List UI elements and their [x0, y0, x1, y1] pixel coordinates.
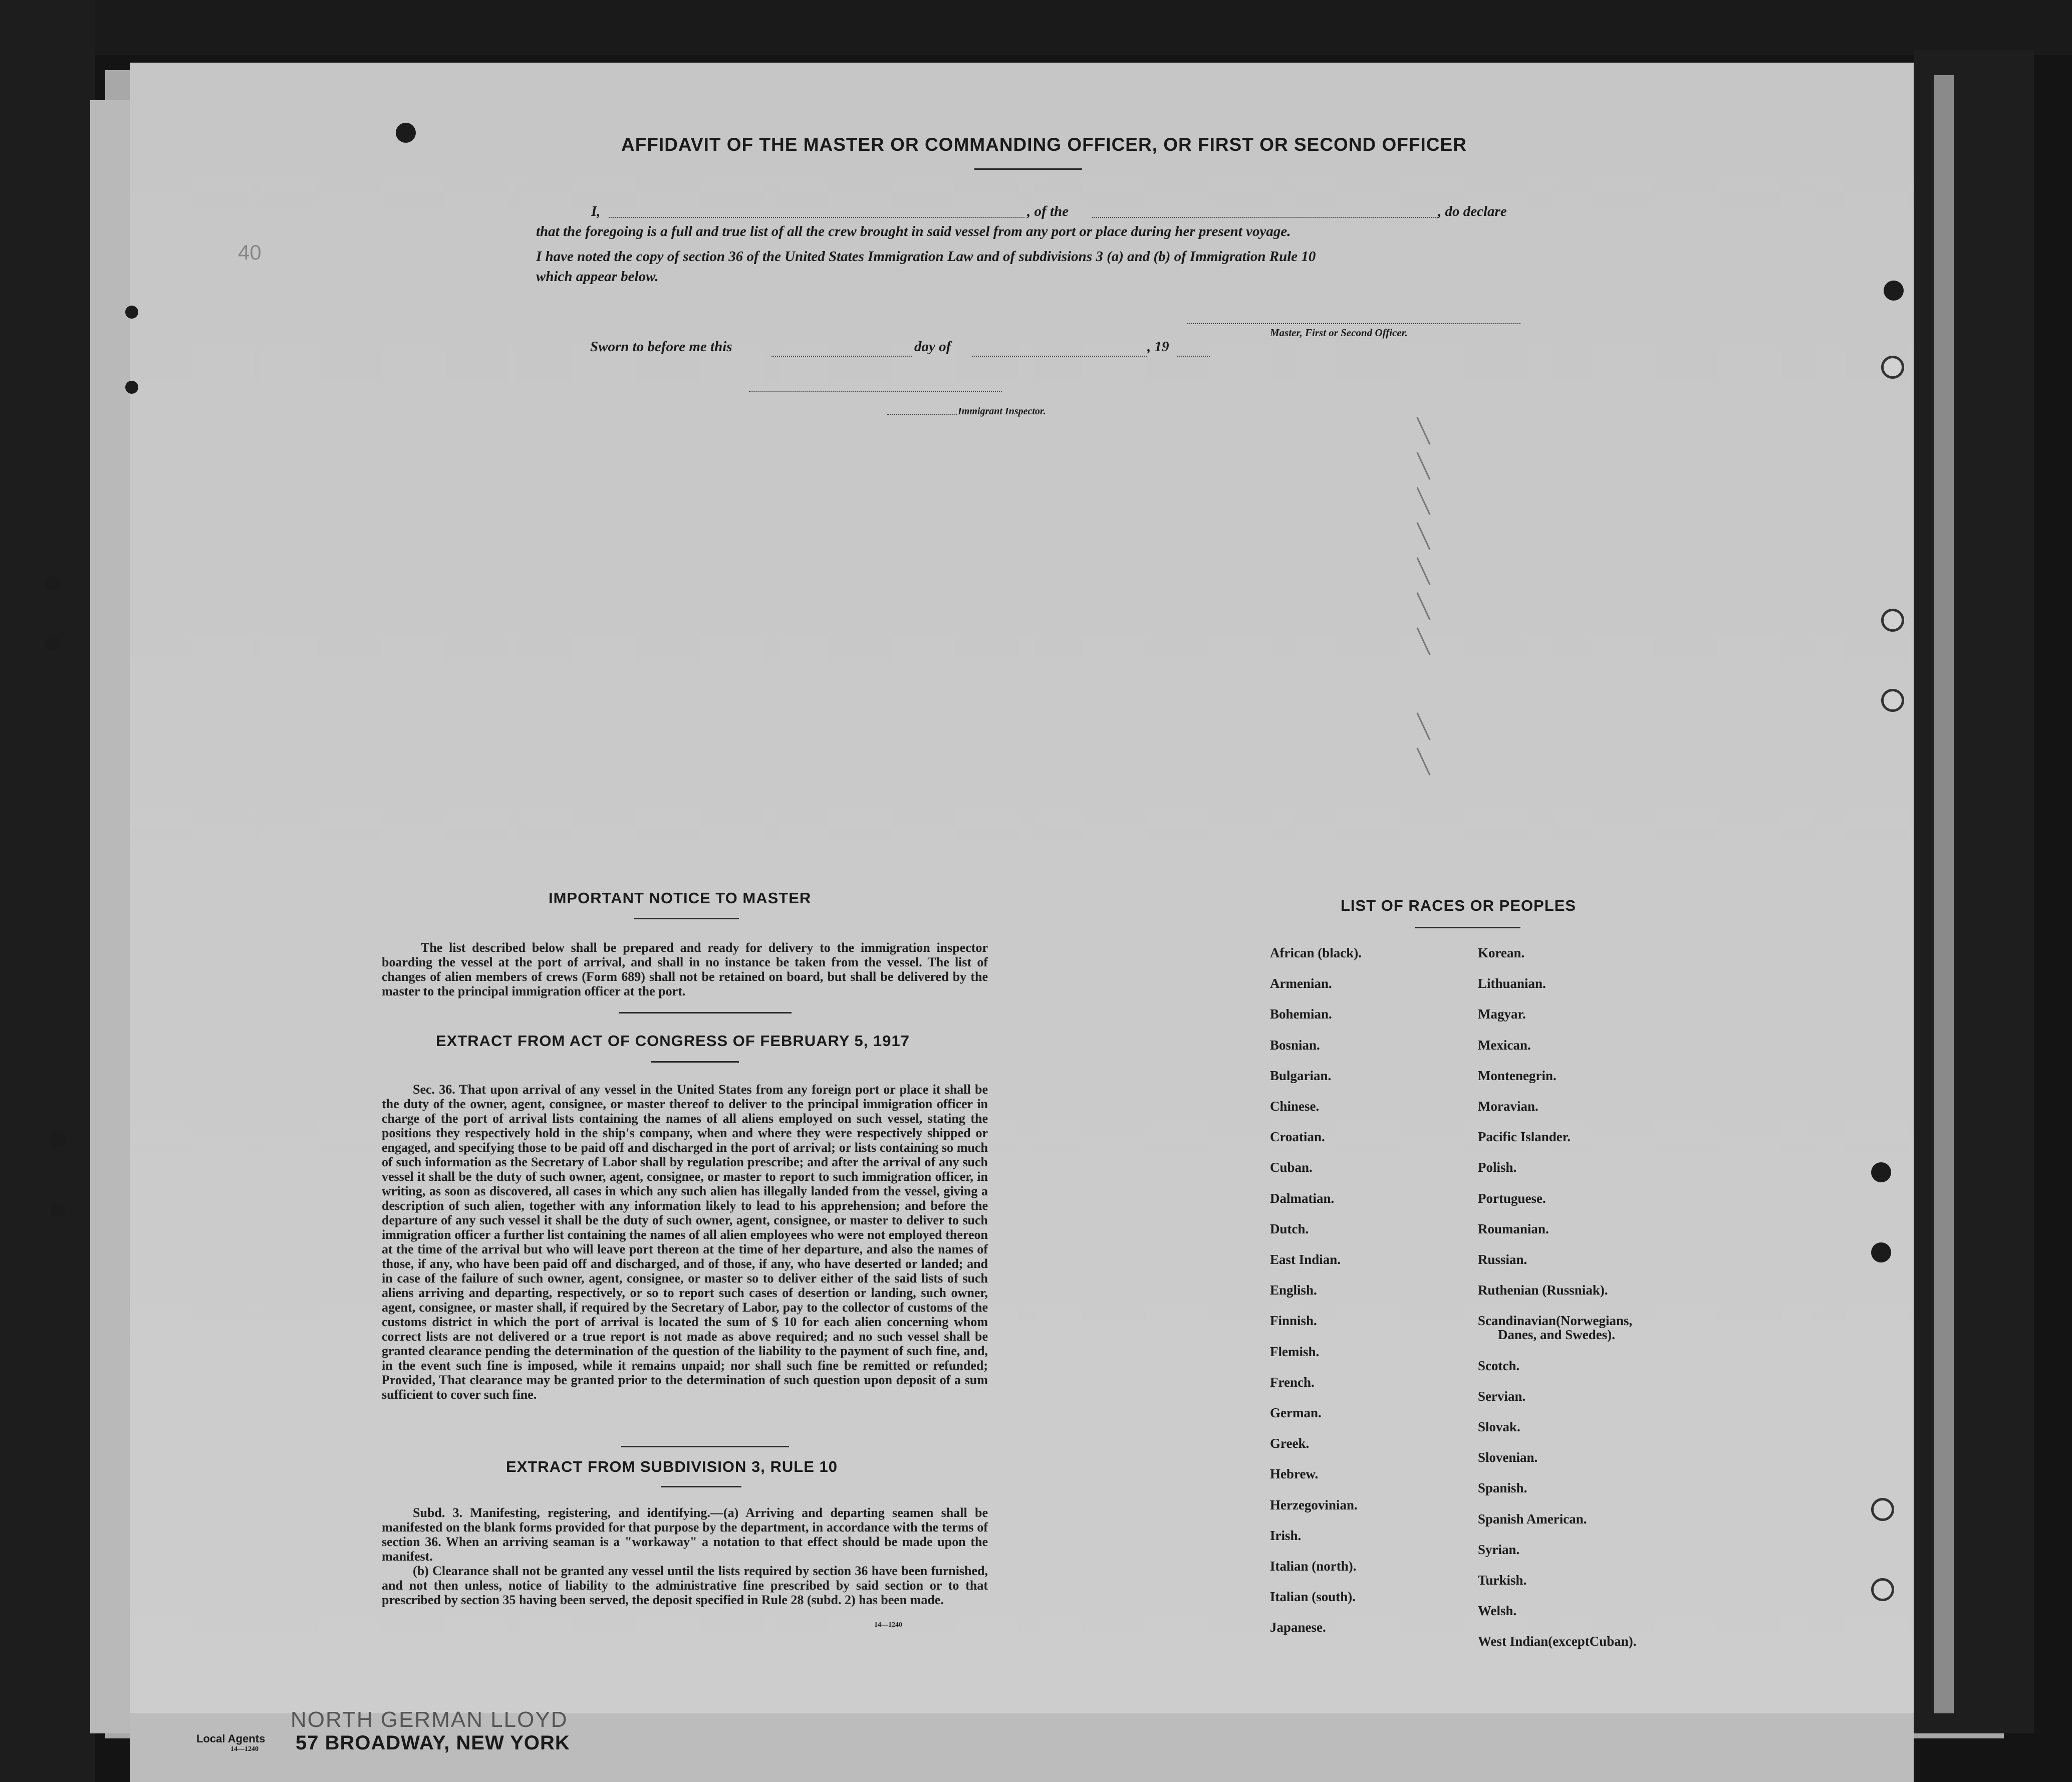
inspector-signature-line[interactable] [749, 391, 1002, 392]
binder-hole [1871, 1498, 1894, 1521]
month-blank-line[interactable] [972, 356, 1147, 357]
affidavit-title: AFFIDAVIT OF THE MASTER OR COMMANDING OFFICER, OR FIRST OR SECOND OFFICER [621, 134, 1467, 155]
binding-strip-edge [1934, 75, 1954, 1713]
binder-hole [50, 1202, 65, 1217]
race-item: East Indian. [1270, 1252, 1341, 1267]
race-item: French. [1270, 1374, 1315, 1390]
local-agents-label: Local Agents [196, 1732, 266, 1745]
race-item: Portuguese. [1478, 1190, 1546, 1206]
race-item: Welsh. [1478, 1603, 1517, 1619]
race-item: Moravian. [1478, 1099, 1538, 1114]
binder-hole [125, 381, 138, 394]
binding-strip [1914, 50, 2034, 1733]
race-item: Mexican. [1478, 1037, 1531, 1053]
binder-hole [1884, 281, 1904, 301]
race-item: Bohemian. [1270, 1006, 1332, 1022]
race-item: Irish. [1270, 1528, 1302, 1543]
rule-form-number: 14—1240 [874, 1621, 902, 1629]
race-item: Dalmatian. [1270, 1190, 1335, 1206]
race-item: Herzegovinian. [1270, 1497, 1358, 1512]
race-item: Greek. [1270, 1436, 1310, 1451]
race-item: Italian (north). [1270, 1559, 1357, 1574]
notice-underline [634, 918, 739, 919]
race-item: Bulgarian. [1270, 1068, 1332, 1083]
margin-number: 40 [238, 240, 262, 264]
agent-company-name: NORTH GERMAN LLOYD [291, 1707, 568, 1732]
day-of-label: day of [914, 339, 951, 355]
race-item: Russian. [1478, 1252, 1527, 1267]
name-blank-line[interactable] [609, 217, 1024, 218]
notice-title: IMPORTANT NOTICE TO MASTER [549, 889, 812, 907]
footer-form-code: 14—1240 [230, 1745, 258, 1753]
affidavit-body-line2: I have noted the copy of section 36 of the United States Immigration Law and of subdivisions 3 (a) and (b) of Immigration Rule 10 [536, 248, 1316, 265]
race-item: Servian. [1478, 1388, 1526, 1404]
binder-hole [396, 123, 416, 143]
title-underline [974, 168, 1082, 170]
race-item: Chinese. [1270, 1099, 1320, 1114]
race-item: West Indian(exceptCuban). [1478, 1634, 1637, 1649]
race-item: Lithuanian. [1478, 976, 1546, 991]
race-item: Montenegrin. [1478, 1068, 1557, 1083]
officer-signature-line[interactable] [1187, 323, 1520, 324]
notice-separator [619, 1012, 792, 1013]
race-item: Hebrew. [1270, 1466, 1319, 1482]
sworn-label: Sworn to before me this [590, 339, 732, 355]
race-item: English. [1270, 1283, 1317, 1298]
inspector-caption: Immigrant Inspector. [958, 406, 1046, 417]
affidavit-body-line1: that the foregoing is a full and true list of all the crew brought in said vessel from any port or place during her present voyage. [536, 223, 1291, 239]
officer-caption: Master, First or Second Officer. [1270, 327, 1408, 339]
inspector-dot-leader [887, 414, 957, 415]
race-item: Scandinavian(Norwegians, [1478, 1313, 1633, 1329]
affidavit-do-declare: , do declare [1438, 203, 1507, 219]
affidavit-of-the-label: , of the [1027, 203, 1069, 219]
act-title: EXTRACT FROM ACT OF CONGRESS OF FEBRUARY 5, 1917 [436, 1032, 910, 1050]
race-item: Ruthenian (Russniak). [1478, 1283, 1608, 1298]
race-item: Japanese. [1270, 1620, 1326, 1635]
act-underline [651, 1061, 739, 1063]
race-item: Flemish. [1270, 1344, 1320, 1359]
notice-text: The list described below shall be prepared and ready for delivery to the immigration inspector boarding the vessel at the port of arrival, and shall in no instance be taken from the vessel. The list of changes of alien members of crews (Form 689) shall not be retained on board, but shall be delivered by the master to the principal immigration officer at the port. [382, 940, 988, 998]
act-separator [621, 1446, 789, 1447]
race-item: German. [1270, 1405, 1322, 1420]
race-item: Scotch. [1478, 1358, 1520, 1373]
race-item: Turkish. [1478, 1573, 1527, 1588]
race-item: Syrian. [1478, 1542, 1520, 1557]
binder-hole [45, 636, 60, 651]
binder-hole [125, 306, 138, 319]
race-item: Spanish American. [1478, 1511, 1587, 1526]
scan-border-top [0, 0, 2072, 55]
scan-border-left [0, 0, 95, 1782]
day-blank-line[interactable] [771, 356, 912, 357]
race-item: Croatian. [1270, 1129, 1325, 1145]
race-item: Armenian. [1270, 976, 1332, 991]
race-item: Finnish. [1270, 1313, 1317, 1329]
race-item: Italian (south). [1270, 1589, 1356, 1605]
agent-address: 57 BROADWAY, NEW YORK [296, 1732, 570, 1754]
race-item: Spanish. [1478, 1480, 1527, 1496]
race-item: Slovak. [1478, 1419, 1520, 1434]
vessel-blank-line[interactable] [1092, 217, 1438, 218]
affidavit-i-label: I, [591, 203, 601, 219]
rule-title: EXTRACT FROM SUBDIVISION 3, RULE 10 [506, 1458, 838, 1475]
document-page [130, 63, 1914, 1718]
binder-hole [1881, 609, 1904, 632]
binder-hole [1871, 1578, 1894, 1601]
race-item: Dutch. [1270, 1221, 1309, 1236]
binder-hole [1881, 356, 1904, 379]
rule-text-b: (b) Clearance shall not be granted any vessel until the lists required by section 36 have been furnished, and not then unless, notice of liability to the administrative fine prescribed by said section or to that prescribed by section 35 having been served, the deposit specified in Rule 28 (subd. 2) has been made. [382, 1564, 988, 1607]
binder-hole [1881, 689, 1904, 712]
races-underline [1415, 927, 1520, 928]
affidavit-body-line3: which appear below. [536, 269, 659, 285]
race-item: Roumanian. [1478, 1221, 1549, 1236]
binder-hole [45, 576, 60, 591]
binder-hole [1871, 1242, 1891, 1262]
race-item: Danes, and Swedes). [1498, 1327, 1616, 1343]
race-item: Pacific Islander. [1478, 1129, 1571, 1145]
year-blank-line[interactable] [1177, 356, 1210, 357]
race-item: Korean. [1478, 945, 1525, 960]
race-item: African (black). [1270, 945, 1362, 960]
race-item: Cuban. [1270, 1160, 1313, 1175]
year-label: , 19 [1147, 339, 1169, 355]
race-item: Slovenian. [1478, 1450, 1538, 1465]
race-item: Bosnian. [1270, 1037, 1320, 1053]
race-item: Magyar. [1478, 1006, 1526, 1022]
act-text: Sec. 36. That upon arrival of any vessel in the United States from any foreign port or place it shall be the duty of the owner, agent, consignee, or master thereof to deliver to the principal immigration officer in charge of the port of arrival lists containing the names of all aliens employed on such vessel, stating the positions they respectively hold in the ship's company, when and where they were respectively shipped or engaged, and specifying those to be paid off and discharged in the port of arrival; or lists containing so much of such information as the Secretary of Labor shall by regulation prescribe; and after the arrival of any such vessel it shall be the duty of such owner, agent, consignee, or master to report to such immigration officer, in writing, as soon as discovered, all cases in which any such alien has illegally landed from the vessel, giving a description of such alien, together with any information likely to lead to his apprehension; and before the departure of any such vessel it shall be the duty of such owner, agent, consignee, or master to deliver to such immigration officer a further list containing the names of all alien employees who were not employed thereon at the time of the arrival but who will leave port thereon at the time of her departure, and also the names of those, if any, who have been paid off and discharged, and of those, if any, who have deserted or landed; and in case of the failure of such owner, agent, consignee, or master so to deliver either of the said lists of such aliens arriving and departing, respectively, or so to report such cases of desertion or landing, such owner, agent, consignee, or master shall, if required by the Secretary of Labor, pay to the collector of customs of the customs district in which the port of arrival is located the sum of $ 10 for each alien concerning whom correct lists are not delivered or a true report is not made as above required; and no such vessel shall be granted clearance pending the determination of the question of the liability to the payment of such fine, and, in the event such fine is imposed, while it remains unpaid; nor shall such fine be remitted or refunded; Provided, That clearance may be granted prior to the determination of such question upon deposit of a sum sufficient to cover such fine. [382, 1082, 988, 1402]
binder-hole [1871, 1162, 1891, 1182]
races-title: LIST OF RACES OR PEOPLES [1341, 897, 1577, 914]
rule-text-a: Subd. 3. Manifesting, registering, and identifying.—(a) Arriving and departing seamen shall be manifested on the blank forms provided for that purpose by the department, in accordance with the terms of section 36. When an arriving seaman is a "workaway" a notation to that effect should be made upon the manifest. [382, 1505, 988, 1564]
rule-underline [661, 1486, 741, 1487]
binder-hole [50, 1132, 65, 1147]
race-item: Polish. [1478, 1160, 1517, 1175]
